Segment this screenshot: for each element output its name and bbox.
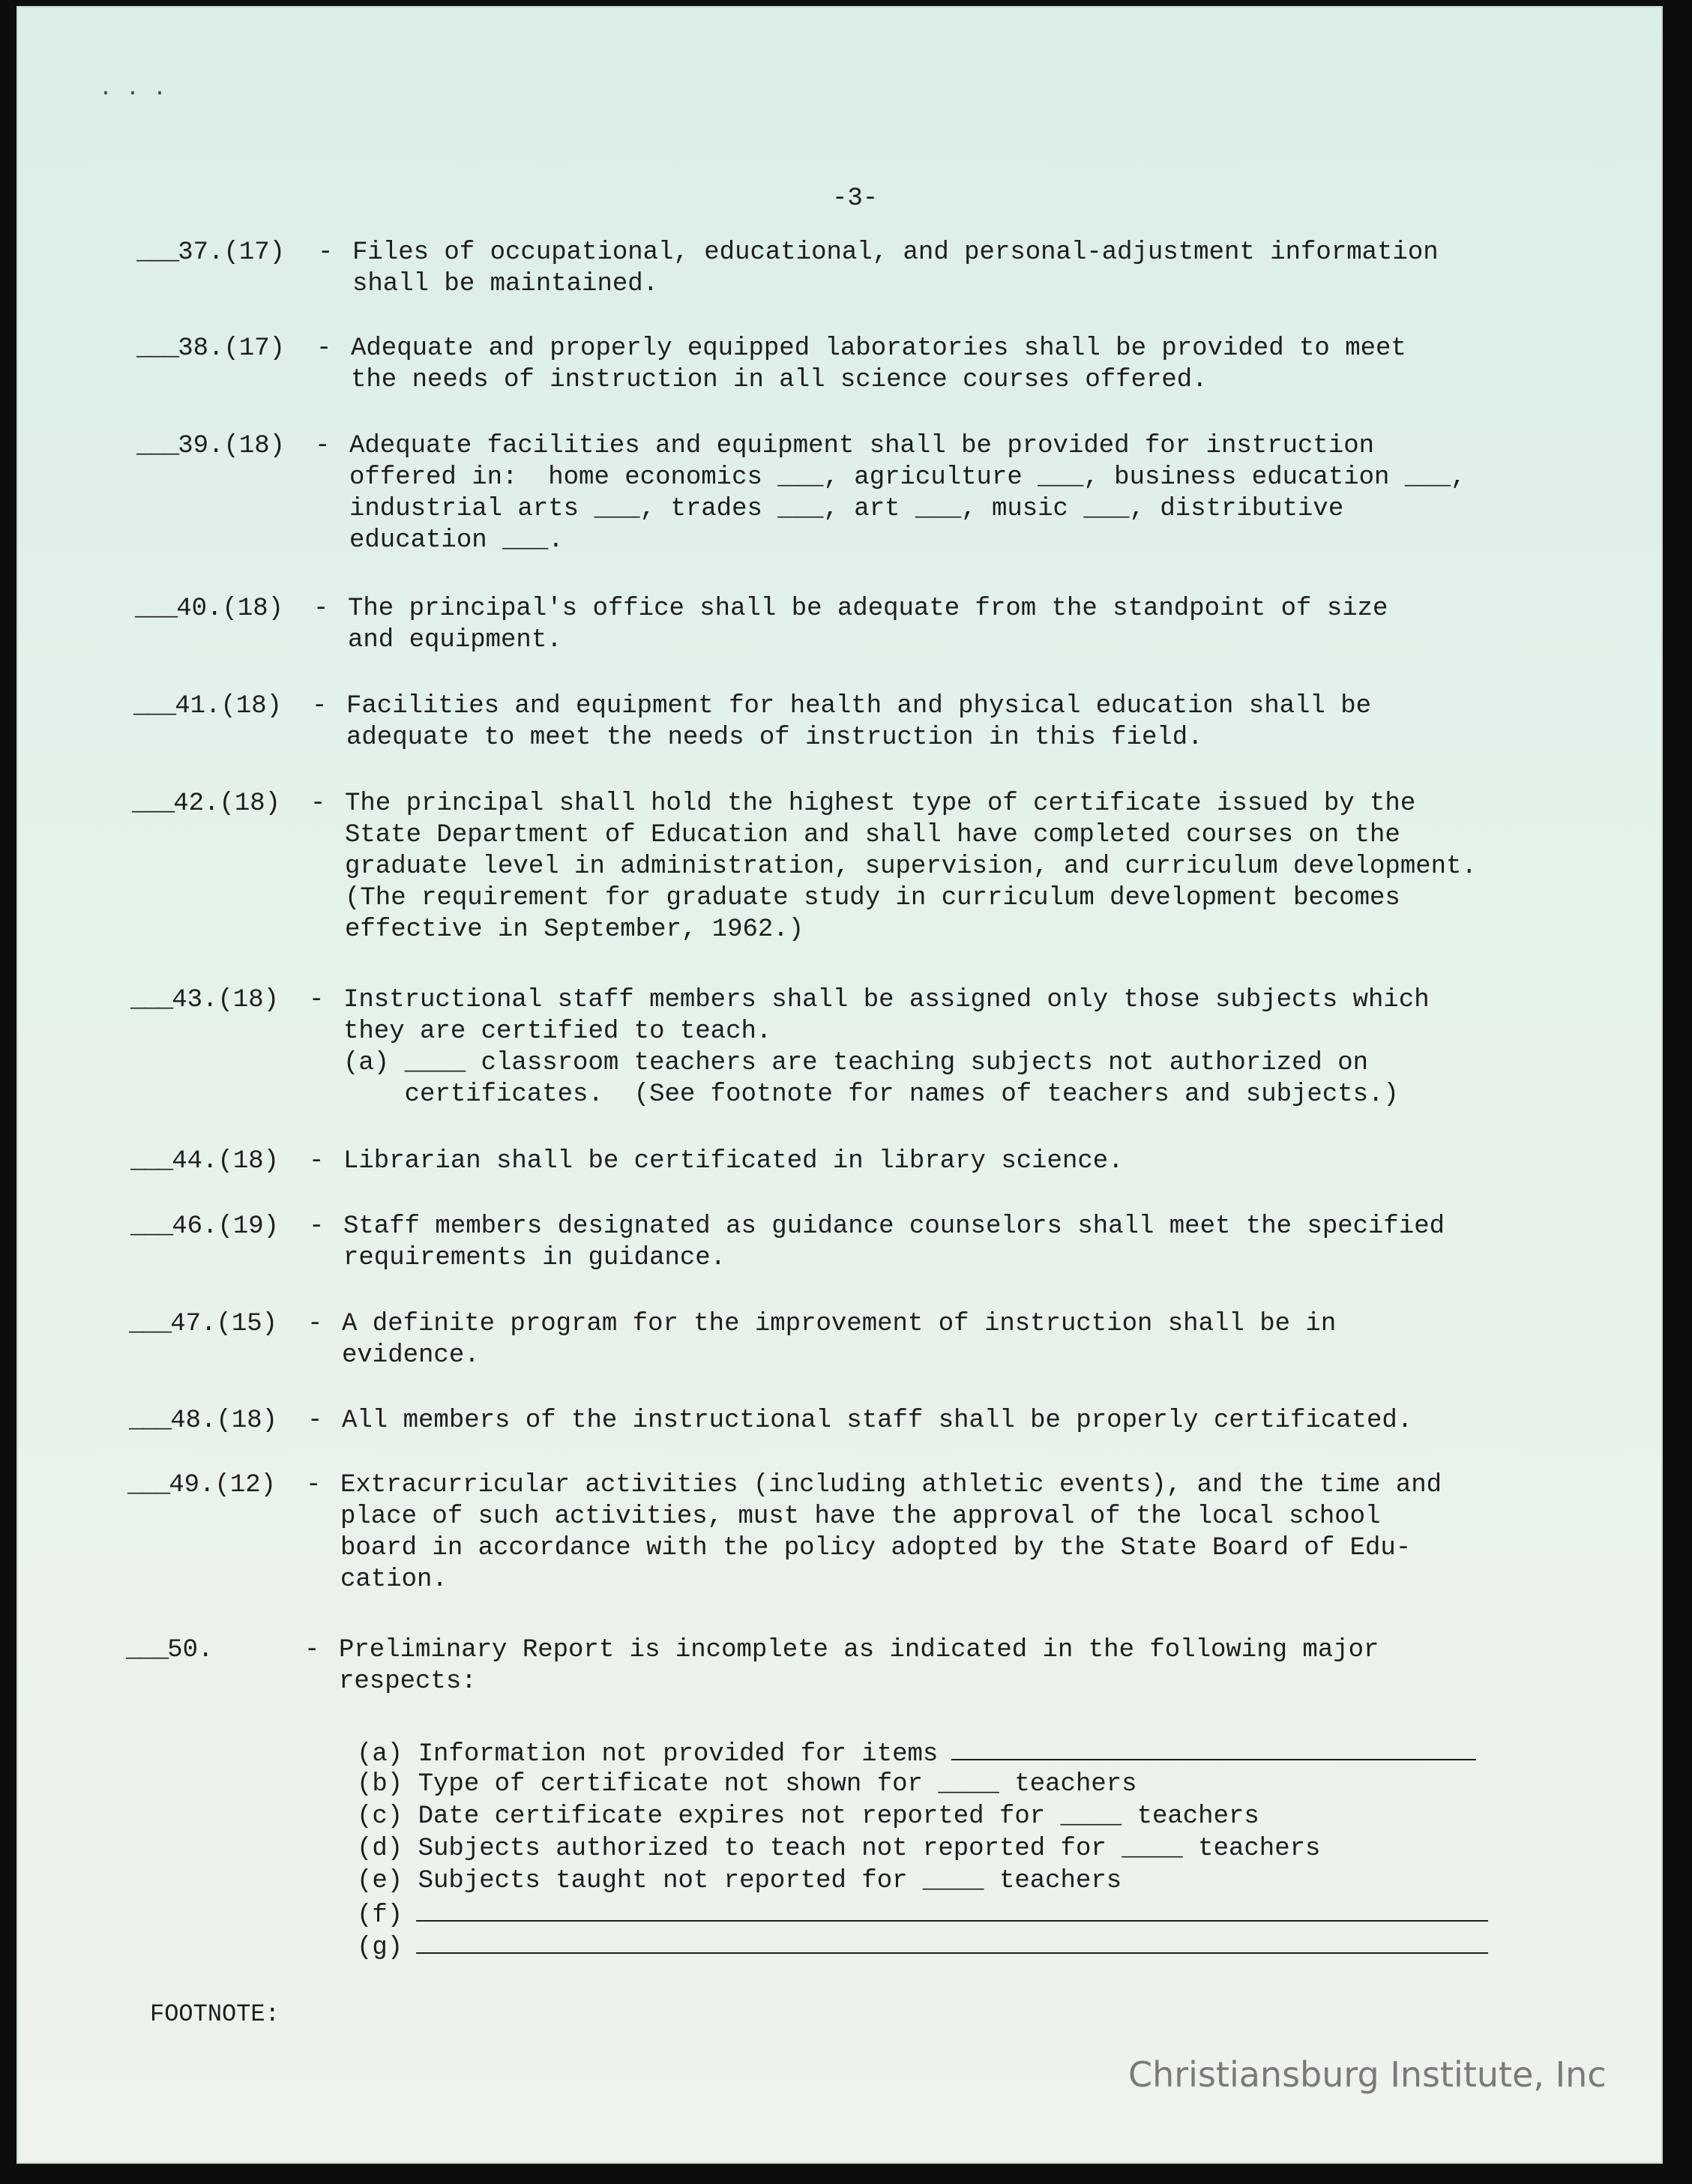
subitem-label: (c) Date certificate expires not reported for ____ teachers (357, 1802, 1259, 1831)
item-text-line: shall be maintained. (352, 270, 659, 298)
subitem (357, 1865, 1122, 1898)
item-number-text: 46.(19) (172, 1212, 280, 1241)
item-text-line: Files of occupational, educational, and personal-adjustment information (352, 238, 1439, 267)
check-blank[interactable]: ___ (130, 1212, 172, 1241)
item-dash: - (310, 789, 326, 818)
item-text-line: Preliminary Report is incomplete as indicated in the following major (339, 1636, 1379, 1664)
check-blank[interactable]: ___ (127, 1471, 169, 1499)
check-blank[interactable]: ___ (130, 986, 172, 1014)
item-text-line: The principal's office shall be adequate from the standpoint of size (348, 595, 1388, 623)
check-blank[interactable]: ___ (135, 595, 177, 623)
item-text-line: Adequate and properly equipped laboratories shall be provided to meet (351, 334, 1406, 363)
item-number-text: 44.(18) (172, 1147, 280, 1176)
item-text-line: effective in September, 1962.) (345, 915, 804, 944)
item-text-line: graduate level in administration, supervision, and curriculum development. (345, 852, 1477, 881)
check-blank[interactable]: ___ (136, 432, 178, 460)
item-dash: - (312, 692, 328, 721)
item-text-line: evidence. (342, 1341, 480, 1370)
item-text-line: A definite program for the improvement of instruction shall be in (342, 1310, 1337, 1338)
item-number-text: 40.(18) (176, 595, 284, 623)
subitem-label: (d) Subjects authorized to teach not reported for ____ teachers (357, 1835, 1321, 1863)
check-blank[interactable]: ___ (132, 789, 174, 818)
check-blank[interactable]: ___ (129, 1407, 171, 1435)
item-text-line: (The requirement for graduate study in curriculum development becomes (345, 884, 1400, 912)
item-text-line: State Department of Education and shall have completed courses on the (345, 821, 1400, 849)
subitem-label: (f) (357, 1901, 403, 1930)
item-text-line: place of such activities, must have the approval of the local school (340, 1502, 1381, 1531)
item-dash: - (309, 1212, 325, 1241)
item-number-text: 50. (167, 1636, 214, 1664)
check-blank[interactable]: ___ (133, 692, 175, 721)
item-text-line: All members of the instructional staff shall be properly certificated. (342, 1407, 1413, 1435)
item-text-line: respects: (339, 1667, 477, 1696)
footnote-label: FOOTNOTE: (150, 2000, 280, 2028)
check-blank[interactable]: ___ (126, 1636, 168, 1664)
item-text-line: industrial arts ___, trades ___, art ___, music ___, distributive (349, 495, 1344, 523)
item-number-text: 43.(18) (172, 986, 280, 1014)
item-text-line: offered in: home economics ___, agriculture ___, business education ___, (349, 463, 1466, 492)
item-dash: - (316, 334, 332, 363)
item-dash: - (309, 1147, 325, 1176)
item-dash: - (309, 986, 325, 1014)
check-blank[interactable]: ___ (136, 334, 178, 363)
item-text-line: Facilities and equipment for health and physical education shall be (346, 692, 1372, 721)
item-text-line: they are certified to teach. (343, 1017, 772, 1046)
item-number-text: 38.(17) (178, 334, 286, 363)
fill-in-line[interactable] (416, 1898, 1488, 1922)
check-blank[interactable]: ___ (130, 1147, 172, 1176)
item-text-line: and equipment. (348, 626, 562, 655)
page-specks: · · · (99, 81, 167, 106)
subitem (357, 1769, 1137, 1801)
item-number-text: 42.(18) (173, 789, 281, 818)
item-dash: - (307, 1310, 323, 1338)
item-text-line: cation. (340, 1565, 448, 1594)
item-number-text: 48.(18) (170, 1407, 278, 1435)
page-number: -3- (832, 184, 879, 213)
subitem (357, 1801, 1259, 1833)
item-number-text: 37.(17) (178, 238, 286, 267)
item-number-text: 39.(18) (178, 432, 286, 460)
item-number-text: 41.(18) (175, 692, 283, 721)
item-dash: - (304, 1636, 320, 1664)
item-text-line: certificates. (See footnote for names of teachers and subjects.) (343, 1080, 1399, 1109)
subitem (357, 1898, 1488, 1932)
subitem-label: (a) Information not provided for items (357, 1740, 939, 1769)
item-text-line: adequate to meet the needs of instruction in this field. (346, 724, 1203, 752)
subitem (357, 1833, 1320, 1865)
item-number-text: 49.(12) (169, 1471, 277, 1499)
subitem (357, 1736, 1476, 1771)
item-text-line: (a) ____ classroom teachers are teaching subjects not authorized on (343, 1049, 1369, 1077)
check-blank[interactable]: ___ (129, 1310, 171, 1338)
item-dash: - (315, 432, 331, 460)
item-dash: - (307, 1407, 323, 1435)
item-text-line: Instructional staff members shall be assigned only those subjects which (343, 986, 1430, 1014)
item-text-line: Librarian shall be certificated in library science. (343, 1147, 1124, 1176)
document-page (16, 6, 1663, 2164)
subitem (357, 1930, 1488, 1964)
item-dash: - (306, 1471, 322, 1499)
watermark: Christiansburg Institute, Inc (1128, 2054, 1607, 2095)
item-text-line: education ___. (349, 526, 564, 555)
fill-in-line[interactable] (416, 1930, 1488, 1954)
subitem-label: (e) Subjects taught not reported for ____ teachers (357, 1867, 1122, 1895)
item-text-line: requirements in guidance. (343, 1244, 726, 1272)
item-dash: - (318, 238, 334, 267)
item-number-text: 47.(15) (170, 1310, 278, 1338)
fill-in-line[interactable] (951, 1736, 1476, 1760)
subitem-label: (g) (357, 1934, 403, 1962)
check-blank[interactable]: ___ (136, 238, 178, 267)
subitem-label: (b) Type of certificate not shown for ____ teachers (357, 1770, 1137, 1799)
item-dash: - (313, 595, 329, 623)
item-text-line: Extracurricular activities (including athletic events), and the time and (340, 1471, 1442, 1499)
item-text-line: board in accordance with the policy adopted by the State Board of Edu- (340, 1534, 1412, 1562)
item-text-line: Staff members designated as guidance counselors shall meet the specified (343, 1212, 1445, 1241)
item-text-line: The principal shall hold the highest type of certificate issued by the (345, 789, 1416, 818)
item-text-line: the needs of instruction in all science courses offered. (351, 366, 1208, 394)
item-text-line: Adequate facilities and equipment shall be provided for instruction (349, 432, 1375, 460)
